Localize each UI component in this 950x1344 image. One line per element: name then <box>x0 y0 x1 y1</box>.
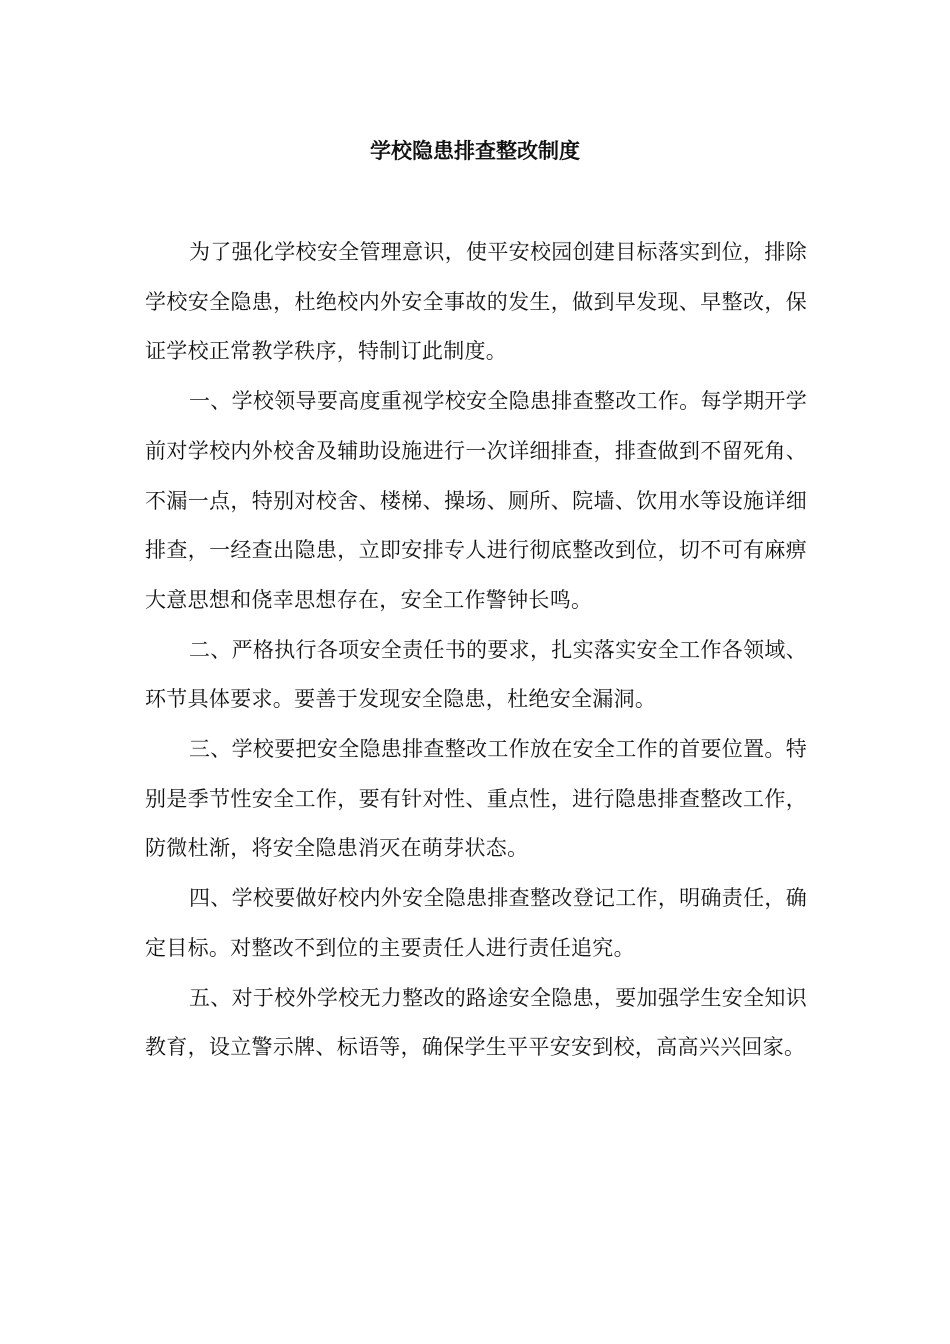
document-title: 学校隐患排查整改制度 <box>370 139 580 163</box>
paragraph-item-4: 四、学校要做好校内外安全隐患排查整改登记工作，明确责任，确定目标。对整改不到位的主要责任人进行责任追究。 <box>145 886 807 960</box>
paragraph-item-5: 五、对于校外学校无力整改的路途安全隐患，要加强学生安全知识教育，设立警示牌、标语等，确保学生平平安安到校，高高兴兴回家。 <box>145 985 807 1060</box>
paragraph-item-1: 一、学校领导要高度重视学校安全隐患排查整改工作。每学期开学前对学校内外校舍及辅助设施进行一次详细排查，排查做到不留死角、不漏一点，特别对校舍、楼梯、操场、厕所、院墙、饮用水等设施详细排查，一经查出隐患，立即安排专人进行彻底整改到位，切不可有麻痹大意思想和侥幸思想存在，安全工作警钟长鸣。 <box>145 389 807 612</box>
paragraph-item-2: 二、严格执行各项安全责任书的要求，扎实落实安全工作各领域、环节具体要求。要善于发现安全隐患，杜绝安全漏洞。 <box>145 637 807 712</box>
paragraph-intro: 为了强化学校安全管理意识，使平安校园创建目标落实到位，排除学校安全隐患，杜绝校内外安全事故的发生，做到早发现、早整改，保证学校正常教学秩序，特制订此制度。 <box>145 240 807 364</box>
paragraph-item-3: 三、学校要把安全隐患排查整改工作放在安全工作的首要位置。特别是季节性安全工作，要有针对性、重点性，进行隐患排查整改工作，防微杜渐，将安全隐患消灭在萌芽状态。 <box>145 737 807 861</box>
document-body <box>145 228 807 1073</box>
